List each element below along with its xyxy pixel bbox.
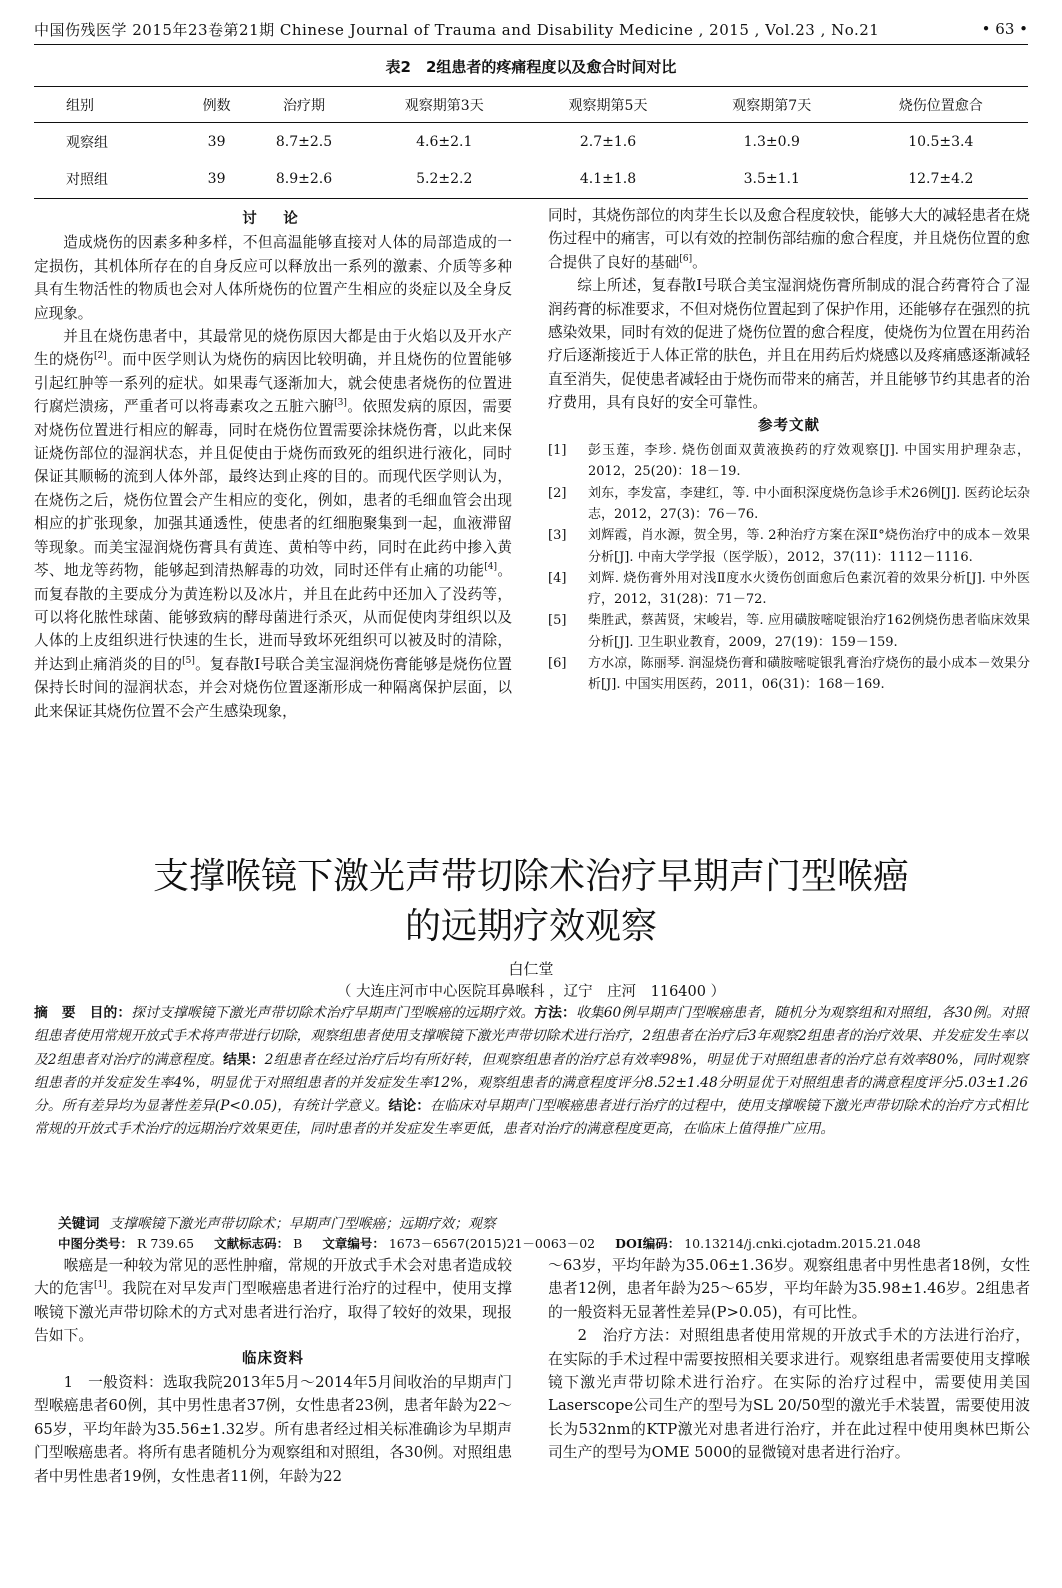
abstract: 摘 要 目的：探讨支撑喉镜下激光声带切除术治疗早期声门型喉癌的远期疗效。方法：收集60例早期声门型喉癌患者，随机分为观察组和对照组，各30例。对照组患者使用常规开放式手术将声带进行切除，观察组患者使用支撑喉镜下激光声带切除术进行治疗，2组患者在治疗后3年观察2组患者的治疗效果、并发症发生率以及2组患者对治疗的满意程度。结果：2组患者在经过治疗后均有所好转，但观察组患者的治疗总有效率98%，明显优于对照组患者的治疗总有效率80%，同时观察组患者的并发症发生率4%，明显优于对照组患者的并发症发生率12%，观察组患者的满意程度评分8.52±1.48分明显优于对照组患者的满意程度评分5.03±1.26分。所有差异均为显著性差异(P<0.05)，有统计学意义。结论：在临床对早期声门型喉癌患者进行治疗的过程中，使用支撑喉镜下激光声带切除术的治疗方式相比常规的开放式手术治疗的远期治疗效果更佳，同时患者的并发症发生率更低，患者对治疗的满意程度更高，在临床上值得推广应用。	[34, 1005, 1029, 1138]
table-cell: 对照组	[66, 172, 108, 189]
table-cell: 8.9±2.6	[275, 171, 333, 188]
table-header-cell: 观察期第7天	[732, 97, 812, 114]
table-header-cell: 观察期第3天	[404, 97, 484, 114]
running-header	[34, 14, 1028, 45]
citation: [4]	[484, 562, 497, 573]
table-cell: 39	[207, 133, 226, 150]
table-cell: 3.5±1.1	[743, 171, 800, 188]
affiliation: （ 大连庄河市中心医院耳鼻喉科 ，辽宁 庄河 116400 ）	[336, 984, 726, 1000]
reference-item: [4] 刘辉. 烧伤膏外用对浅Ⅱ度水火烫伤创面愈后色素沉着的效果分析[J]. 中外医疗，2012，31(28)：71－72.	[548, 570, 1030, 608]
table-header-cell: 组别	[66, 97, 94, 114]
citation: [3]	[334, 398, 347, 409]
paragraph: 2 治疗方法：对照组患者使用常规的开放式手术的方法进行治疗，在实际的手术过程中需要按照相关要求进行。观察组患者需要使用支撑喉镜下激光声带切除术进行治疗。在实际的治疗过程中，需要使用美国Laserscope公司生产的型号为SL 20/50型的激光手术装置，需要使用波长为532nm的KTP激光对患者进行治疗，并在此过程中使用奥林巴斯公司生产的型号为OME 5000的显微镜对患者进行治疗。	[548, 1327, 1030, 1462]
table-cell: 39	[207, 171, 226, 188]
section-heading-discussion: 讨 论	[242, 211, 304, 227]
reference-item: [1] 彭玉莲，李珍. 烧伤创面双黄液换药的疗效观察[J]. 中国实用护理杂志，2012，25(20)：18－19.	[548, 443, 1030, 480]
table-caption: 表2 2组患者的疼痛程度以及愈合时间对比	[385, 58, 677, 76]
article-title: 支撑喉镜下激光声带切除术治疗早期声门型喉癌 的远期疗效观察	[152, 856, 909, 947]
reference-item: [3] 刘辉霞，肖水源，贺全男，等. 2种治疗方案在深Ⅱ°烧伤治疗中的成本－效果分析[J]. 中南大学学报（医学版），2012，37(11)：1112－1116.	[548, 528, 1030, 565]
abstract-label: 摘 要	[34, 1005, 76, 1021]
section-heading-references: 参考文献	[758, 417, 820, 434]
paragraph: 同时，其烧伤部位的肉芽生长以及愈合程度较快，能够大大的减轻患者在烧伤过程中的痛害，可以有效的控制伤部结痂的愈合程度，并且烧伤位置的愈合提供了良好的基础[6]。	[548, 207, 1030, 271]
citation: [1]	[94, 1280, 107, 1291]
body-right-column	[548, 1254, 1030, 1465]
paragraph: 1 一般资料：选取我院2013年5月～2014年5月间收治的早期声门型喉癌患者60例，其中男性患者37例，女性患者23例，患者年龄为22～65岁，平均年龄为35.56±1.32岁。所有患者经过相关标准确诊为早期声门型喉癌患者。将所有患者随机分为观察组和对照组，各30例。对照组患者中男性患者19例，女性患者11例，年龄为22	[34, 1374, 512, 1485]
table-cell: 10.5±3.4	[908, 133, 974, 150]
table-cell: 2.7±1.6	[579, 133, 637, 150]
table-cell: 8.7±2.5	[275, 133, 333, 150]
discussion-right-column	[548, 204, 1030, 696]
discussion-left-column	[34, 208, 512, 723]
paragraph: 综上所述，复春散Ⅰ号联合美宝湿润烧伤膏所制成的混合药膏符合了湿润药膏的标准要求，不但对烧伤位置起到了保护作用，还能够存在强烈的抗感染效果，同时有效的促进了烧伤位置的愈合程度，使烧伤为位置在用药治疗后逐渐接近于人体正常的肤色，并且在用药后灼烧感以及疼痛感逐渐减轻直至消失，促使患者减轻由于烧伤而带来的痛苦，并且能够节约其患者的治疗费用，具有良好的安全可靠性。	[548, 277, 1030, 412]
pain-healing-table	[34, 86, 1028, 199]
reference-list	[548, 440, 1030, 696]
author-name: 白仁堂	[508, 960, 554, 978]
reference-item: [2] 刘东，李发富，李建红，等. 中小面积深度烧伤急诊手术26例[J]. 医药论坛杂志，2012，27(3)：76－76.	[548, 485, 1030, 522]
table-cell: 4.6±2.1	[416, 133, 473, 150]
journal-name: 中国伤残医学 2015年23卷第21期 Chinese Journal of Trauma and Disability Medicine , 2015 , Vol.23 , No.21	[34, 20, 880, 39]
paragraph: 并且在烧伤患者中，其最常见的烧伤原因大都是由于火焰以及开水产生的烧伤[2]。而中医学则认为烧伤的病因比较明确，并且烧伤的位置能够引起红肿等一系列的症状。如果毒气逐渐加大，就会使患者烧伤的位置进行腐烂溃疡，严重者可以将毒素攻之五脏六腑[3]。依照发病的原因，需要对烧伤位置进行相应的解毒，同时在烧伤位置需要涂抹烧伤膏，以此来保证烧伤部位的湿润状态，并且促使由于烧伤而致死的组织进行液化，同时保证其顺畅的流到人体外部，最终达到止疼的目的。而现代医学则认为，在烧伤之后，烧伤位置会产生相应的变化，例如，患者的毛细血管会出现相应的扩张现象，加强其通透性，使患者的红细胞聚集到一起，血液滞留等现象。而美宝湿润烧伤膏具有黄连、黄柏等中药，同时在此药中掺入黄芩、地龙等药物，能够起到清热解毒的功效，同时还伴有止痛的功能[4]。而复春散的主要成分为黄连粉以及冰片，并且在此药中还加入了没药等，可以将化脓性球菌、能够致病的酵母菌进行杀灭，从而促使肉芽组织以及人体的上皮组织进行快速的生长，进而导致坏死组织可以被及时的清除，并达到止痛消炎的目的[5]。复春散Ⅰ号联合美宝湿润烧伤膏能够是烧伤位置保持长时间的湿润状态，并会对烧伤位置逐渐形成一种隔离保护层面，以此来保证其烧伤位置不会产生感染现象，	[34, 328, 512, 720]
citation: [2]	[94, 351, 107, 362]
table-row	[34, 161, 1028, 199]
table-cell: 4.1±1.8	[579, 171, 637, 188]
body-left-column	[34, 1254, 512, 1488]
reference-item: [6] 方水凉，陈丽琴. 润湿烧伤膏和磺胺嘧啶银乳膏治疗烧伤的最小成本－效果分析[J]. 中国实用医药，2011，06(31)：168－169.	[548, 656, 1030, 693]
table-row	[34, 123, 1028, 161]
paragraph: 造成烧伤的因素多种多样，不但高温能够直接对人体的局部造成的一定损伤，其机体所存在的自身反应可以释放出一系列的激素、介质等多种具有生物活性的物质也会对人体所烧伤的位置产生相应的炎症以及全身反应现象。	[34, 234, 512, 322]
paragraph: ～63岁，平均年龄为35.06±1.36岁。观察组患者中男性患者18例，女性患者12例，患者年龄为25～65岁，平均年龄为35.98±1.46岁。2组患者的一般资料无显著性差异(P>0.05)，有可比性。	[548, 1257, 1030, 1321]
table-header-row	[34, 87, 1028, 123]
table-cell: 观察组	[66, 134, 108, 151]
classification-line: 中图分类号： R 739.65 文献标志码： B 文章编号： 1673－6567(2015)21－0063－02 DOI编码： 10.13214/j.cnki.cjotadm.2015.21.048	[58, 1236, 921, 1251]
table-cell: 12.7±4.2	[908, 171, 974, 188]
table-header-cell: 例数	[202, 97, 231, 114]
section-heading-clinical-data: 临床资料	[242, 1350, 304, 1367]
keywords: 关键词 支撑喉镜下激光声带切除术；早期声门型喉癌；远期疗效；观察	[58, 1216, 496, 1232]
table-header-cell: 观察期第5天	[568, 97, 648, 114]
reference-item: [5] 柴胜武，蔡茜贤，宋峻岩，等. 应用磺胺嘧啶银治疗162例烧伤患者临床效果分析[J]. 卫生职业教育，2009，27(19)：159－159.	[548, 613, 1030, 650]
table-header-cell: 烧伤位置愈合	[898, 97, 983, 114]
table-cell: 5.2±2.2	[416, 171, 473, 188]
paragraph: 喉癌是一种较为常见的恶性肿瘤，常规的开放式手术会对患者造成较大的危害[1]。我院在对早发声门型喉癌患者进行治疗的过程中，使用支撑喉镜下激光声带切除术的方式对患者进行治疗，取得了较好的效果，现报告如下。	[34, 1257, 512, 1345]
page-number: • 63 •	[981, 20, 1028, 38]
citation: [5]	[182, 655, 195, 666]
citation: [6]	[679, 253, 693, 264]
table-header-cell: 治疗期	[283, 97, 326, 114]
table-cell: 1.3±0.9	[743, 133, 800, 150]
